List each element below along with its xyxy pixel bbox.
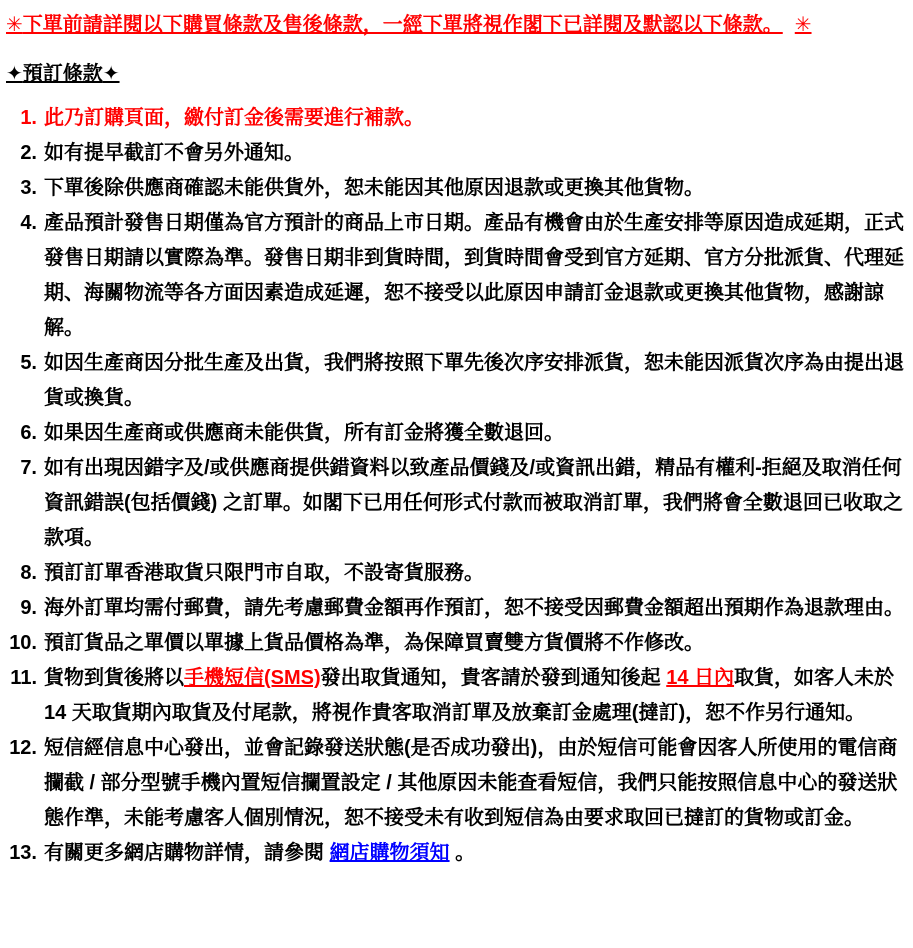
term-number: 13.	[9, 842, 37, 864]
term-number: 11.	[10, 667, 37, 689]
term-item	[6, 836, 909, 871]
term-item	[6, 556, 909, 591]
term-number: 5.	[20, 352, 37, 374]
terms-list	[6, 101, 909, 871]
term-item	[6, 171, 909, 206]
term-item	[6, 416, 909, 451]
diamond-star-icon: ✦	[102, 63, 120, 85]
term-text-segment: 取貨，如客人未於 14 天取貨期內取貨及付尾款，將視作貴客取消訂單及放棄訂金處理(撻訂)，恕不作另行通知。	[44, 667, 895, 724]
section-title	[6, 57, 120, 92]
term-text	[44, 416, 909, 451]
diamond-star-icon: ✦	[6, 63, 23, 85]
term-number: 7.	[20, 457, 37, 479]
asterisk-icon: ✳	[794, 14, 812, 36]
term-item	[6, 206, 909, 346]
term-text-emphasis: 14 日內	[666, 667, 735, 689]
notice-banner	[6, 8, 909, 43]
term-text-segment: 貨物到貨後將以	[44, 667, 184, 689]
shop-notice-link[interactable]: 網店購物須知	[329, 842, 450, 864]
term-number: 8.	[20, 562, 37, 584]
term-text	[44, 591, 909, 626]
term-text-segment: 如有出現因錯字及/或供應商提供錯資料以致產品價錢及/或資訊出錯，精品有權利-拒絕及取消任何資訊錯誤(包括價錢) 之訂單。如閣下已用任何形式付款而被取消訂單，我們將會全數退回已收取之款項。	[44, 457, 903, 549]
term-item	[6, 451, 909, 556]
term-text-segment: 下單後除供應商確認未能供貨外，恕未能因其他原因退款或更換其他貨物。	[44, 177, 704, 199]
term-text	[44, 206, 909, 346]
term-number: 6.	[20, 422, 37, 444]
term-item	[6, 346, 909, 416]
term-number: 1.	[20, 107, 37, 129]
term-number: 12.	[9, 737, 37, 759]
asterisk-icon: ✳	[6, 14, 23, 36]
term-item	[6, 591, 909, 626]
term-text-segment: 如果因生產商或供應商未能供貨，所有訂金將獲全數退回。	[44, 422, 564, 444]
term-number: 2.	[20, 142, 37, 164]
term-text	[44, 731, 909, 836]
term-text-segment: 有關更多網店購物詳情，請參閱	[44, 842, 330, 864]
term-text-segment: 海外訂單均需付郵費，請先考慮郵費金額再作預訂，恕不接受因郵費金額超出預期作為退款理由。	[44, 597, 904, 619]
term-number: 10.	[9, 632, 37, 654]
term-text-segment: 短信經信息中心發出，並會記錄發送狀態(是否成功發出)，由於短信可能會因客人所使用的電信商攔截 / 部分型號手機內置短信攔置設定 / 其他原因未能查看短信，我們只能按照信息中心的發送狀態作準，未能考慮客人個別情況，恕不接受未有收到短信為由要求取回已撻訂的貨物或訂金。	[44, 737, 898, 829]
term-text	[44, 346, 909, 416]
term-item	[6, 101, 909, 136]
term-text-emphasis: 此乃訂購頁面，繳付訂金後需要進行補款。	[44, 107, 424, 129]
term-text	[44, 136, 909, 171]
term-text	[44, 451, 909, 556]
notice-banner-text: 下單前請詳閱以下購買條款及售後條款，一經下單將視作閣下已詳閱及默認以下條款。	[22, 14, 783, 36]
term-text	[44, 836, 909, 871]
term-number: 3.	[20, 177, 37, 199]
term-text	[44, 626, 909, 661]
term-text	[44, 171, 909, 206]
term-text-segment: 。	[449, 842, 476, 864]
term-item	[6, 731, 909, 836]
term-text	[44, 101, 909, 136]
term-text-segment: 產品預計發售日期僅為官方預計的商品上市日期。產品有機會由於生產安排等原因造成延期，正式發售日期請以實際為準。發售日期非到貨時間，到貨時間會受到官方延期、官方分批派貨、代理延期、海關物流等各方面因素造成延遲，恕不接受以此原因申請訂金退款或更換其他貨物，感謝諒解。	[44, 212, 904, 339]
section-title-text: 預訂條款	[22, 63, 103, 85]
term-text-segment: 如有提早截訂不會另外通知。	[44, 142, 304, 164]
term-text	[44, 661, 909, 731]
term-number: 9.	[20, 597, 37, 619]
term-item	[6, 626, 909, 661]
term-text-segment: 預訂訂單香港取貨只限門市自取，不設寄貨服務。	[44, 562, 484, 584]
term-text-segment: 預訂貨品之單價以單據上貨品價格為準，為保障買賣雙方貨價將不作修改。	[44, 632, 704, 654]
term-text-segment: 如因生產商因分批生產及出貨，我們將按照下單先後次序安排派貨，恕未能因派貨次序為由提出退貨或換貨。	[44, 352, 904, 409]
term-item	[6, 136, 909, 171]
term-text-emphasis: 手機短信(SMS)	[184, 667, 321, 689]
term-text-segment: 發出取貨通知，貴客請於發到通知後起	[320, 667, 667, 689]
term-number: 4.	[20, 212, 37, 234]
term-text	[44, 556, 909, 591]
term-item	[6, 661, 909, 731]
